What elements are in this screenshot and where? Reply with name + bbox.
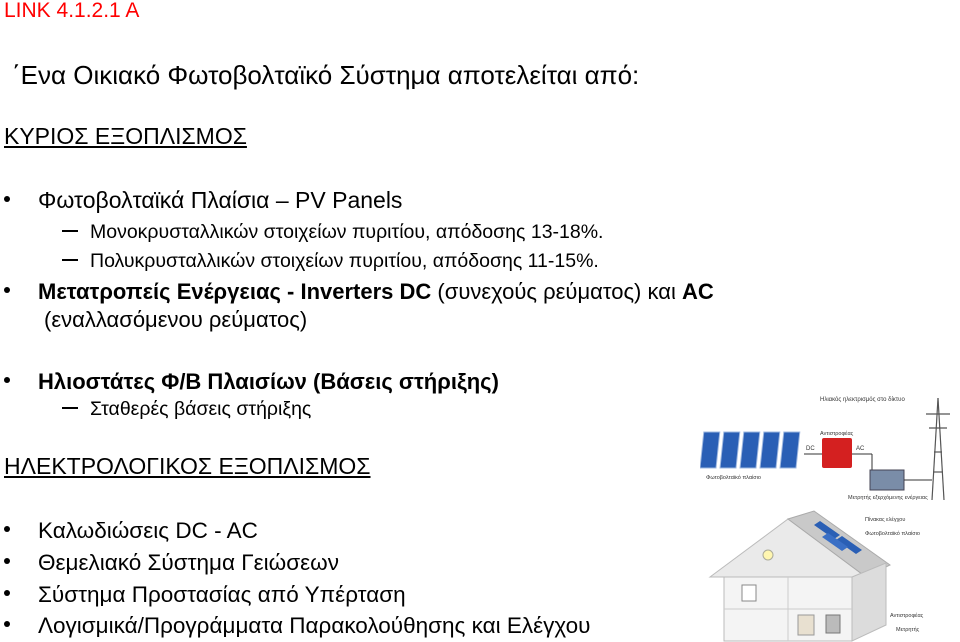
house-pv-diagram: [690, 505, 960, 642]
trackers-text: Ηλιοστάτες Φ/Β Πλαισίων (Βάσεις στήριξης): [38, 369, 499, 394]
sub-poly: [62, 250, 599, 273]
fixed-mounts-text: Σταθερές βάσεις στήριξης: [90, 398, 312, 420]
dash-marker: [62, 230, 78, 232]
electrical-equipment-title: ΗΛΕΚΤΡΟΛΟΓΙΚΟΣ ΕΞΟΠΛΙΣΜΟΣ: [4, 453, 371, 479]
link-title: LINK 4.1.2.1 A: [4, 0, 140, 22]
inverter-icon: [822, 438, 852, 468]
house-inverter-label: Αντιστροφέας: [890, 613, 924, 619]
grid-tie-diagram: [700, 392, 960, 504]
bullet-dot: [4, 590, 10, 596]
power-pylon-icon: [926, 398, 950, 500]
grid-label: Ηλιακός ηλεκτρισμός στο δίκτυο: [820, 397, 905, 403]
house-meter-icon: [826, 615, 840, 633]
meter-label: Μετρητής εξερχόμενης ενέργειας: [848, 495, 928, 501]
inverters-bold-text: Μετατροπείς Ενέργειας - Inverters DC: [38, 279, 432, 304]
dc-label: DC: [806, 446, 815, 452]
bullet-dot: [4, 558, 10, 564]
inverters-ac-text: AC: [681, 279, 714, 304]
software-text: Λογισμικά/Προγράμματα Παρακολούθησης και Ελέγχου: [38, 613, 591, 638]
pv-panels-text: Φωτοβολταϊκά Πλαίσια – PV Panels: [38, 187, 403, 213]
solar-panels-icon: [700, 432, 800, 468]
ac-label: AC: [856, 446, 865, 452]
dash-marker: [62, 259, 78, 261]
control-label: Πίνακας ελέγχου: [865, 517, 906, 523]
bullet-dot: [4, 287, 10, 293]
inverters-normal-text: (συνεχούς ρεύματος) και: [431, 279, 682, 304]
house-meter-label: Μετρητής: [896, 627, 920, 633]
bullet-surge: [4, 582, 406, 608]
bullet-dot: [4, 621, 10, 627]
bullet-dot: [4, 526, 10, 532]
inverter-box-icon: [798, 615, 814, 635]
grounding-text: Θεμελιακό Σύστημα Γειώσεων: [38, 550, 339, 575]
bullet-inverters: [4, 279, 714, 305]
appliance-icon: [742, 585, 756, 601]
inverter-label: Αντιστροφέας: [820, 431, 854, 437]
bullet-grounding: [4, 550, 339, 576]
main-equipment-title: ΚΥΡΙΟΣ ΕΞΟΠΛΙΣΜΟΣ: [4, 123, 247, 149]
lamp-icon: [763, 550, 773, 560]
cabling-text: Καλωδιώσεις DC - AC: [38, 518, 258, 543]
house-panel-label: Φωτοβολταϊκό πλαίσιο: [865, 531, 920, 537]
bullet-software: [4, 613, 590, 639]
panel-label: Φωτοβολταϊκό πλαίσιο: [706, 475, 761, 481]
inverters-continuation: (εναλλασόμενου ρεύματος): [44, 307, 308, 332]
sub-fixed-mounts: [62, 398, 311, 421]
bullet-dot: [4, 196, 10, 202]
bullet-pv-panels: [4, 187, 402, 214]
meter-icon: [870, 470, 904, 490]
poly-text: Πολυκρυσταλλικών στοιχείων πυριτίου, απόδοσης 11-15%.: [90, 250, 599, 272]
mono-text: Μονοκρυσταλλικών στοιχείων πυριτίου, απόδοσης 13-18%.: [90, 221, 604, 243]
house-side-wall-icon: [852, 563, 886, 641]
surge-text: Σύστημα Προστασίας από Υπέρταση: [38, 582, 406, 607]
sub-mono: [62, 221, 603, 244]
bullet-cabling: [4, 518, 258, 544]
bullet-trackers: [4, 369, 499, 395]
bullet-dot: [4, 377, 10, 383]
dash-marker: [62, 407, 78, 409]
page-heading: ΄Ενα Οικιακό Φωτοβολταϊκό Σύστημα αποτελείται από:: [12, 60, 640, 90]
